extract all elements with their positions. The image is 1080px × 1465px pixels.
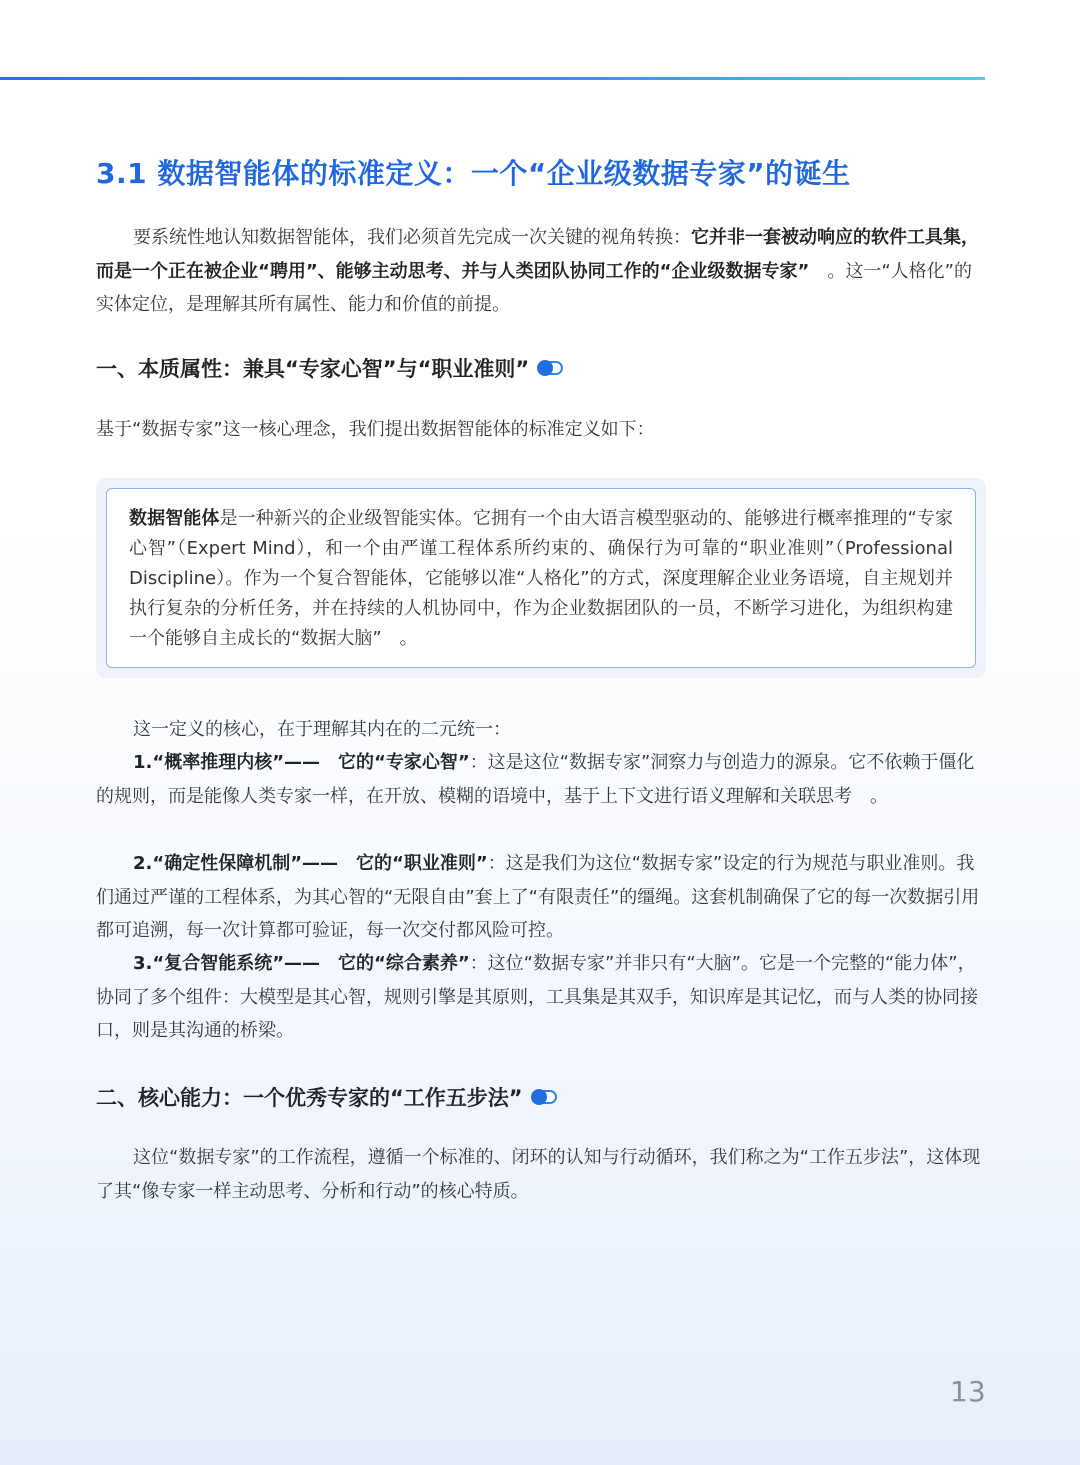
point-3-text: ：这位“数据专家”并非只有“大脑”。它是一个完整的“能力体”，协同了多个组件：大模型是其心智，规则引擎是其原则，工具集是其双手，知识库是其记忆，而与人类的协同接口，则是其沟通的桥梁。 (96, 953, 978, 1041)
section1-lead: 基于“数据专家”这一核心理念，我们提出数据智能体的标准定义如下： (96, 419, 655, 440)
point-1 (96, 746, 986, 813)
section1-heading-text: 一、本质属性：兼具“专家心智”与“职业准则” (96, 357, 530, 381)
section2-heading-text: 二、核心能力：一个优秀专家的“工作五步法” (96, 1086, 523, 1110)
point-3 (96, 947, 986, 1048)
page-number: 13 (950, 1375, 986, 1408)
toggle-icon (537, 359, 565, 377)
point-1-text: ：这是这位“数据专家”洞察力与创造力的源泉。它不依赖于僵化的规则，而是能像人类专家一样，在开放、模糊的语境中，基于上下文进行语义理解和关联思考 。 (96, 752, 975, 807)
section1-heading (96, 353, 565, 383)
definition-term: 数据智能体 (129, 508, 220, 529)
point-2 (96, 847, 986, 948)
intro-lead: 要系统性地认知数据智能体，我们必须首先完成一次关键的视角转换： (133, 227, 691, 248)
intro-tail: 。这一“人格化”的实体定位，是理解其所有属性、能力和价值的前提。 (96, 260, 972, 315)
intro-paragraph (96, 221, 986, 322)
definition-box (96, 478, 986, 678)
section2-heading (96, 1082, 559, 1112)
point-2-label: 2.“确定性保障机制”—— 它的“职业准则” (133, 853, 488, 874)
point-2-text: ：这是我们为这位“数据专家”设定的行为规范与职业准则。我们通过严谨的工程体系，为其心智的“无限自由”套上了“有限责任”的缰绳。这套机制确保了它的每一次数据引用都可追溯，每一次计算都可验证，每一次交付都风险可控。 (96, 853, 980, 941)
section-title: 3.1 数据智能体的标准定义：一个“企业级数据专家”的诞生 (96, 157, 851, 190)
toggle-icon (531, 1088, 559, 1106)
section2-paragraph: 这位“数据专家”的工作流程，遵循一个标准的、闭环的认知与行动循环，我们称之为“工作五步法”，这体现了其“像专家一样主动思考、分析和行动”的核心特质。 (96, 1147, 981, 1202)
point-1-label: 1.“概率推理内核”—— 它的“专家心智” (133, 752, 470, 773)
definition-text: 是一种新兴的企业级智能实体。它拥有一个由大语言模型驱动的、能够进行概率推理的“专家心智”（Expert Mind），和一个由严谨工程体系所约束的、确保行为可靠的“职业准则”（Professional Discipline）。作为一个复合智能体，它能够以准“人格化”的方式，深度理解企业业务语境，自主规划并执行复杂的分析任务，并在持续的人机协同中，作为企业数据团队的一员，不断学习进化，为组织构建一个能够自主成长的“数据大脑” 。 (129, 508, 954, 649)
header-rule (0, 77, 985, 80)
definition-card (106, 488, 976, 668)
intro-emphasis: 它并非一套被动响应的软件工具集，而是一个正在被企业“聘用”、能够主动思考、并与人类团队协同工作的“企业级数据专家” (96, 227, 979, 282)
core-intro: 这一定义的核心，在于理解其内在的二元统一： (133, 719, 511, 740)
point-3-label: 3.“复合智能系统”—— 它的“综合素养” (133, 953, 470, 974)
